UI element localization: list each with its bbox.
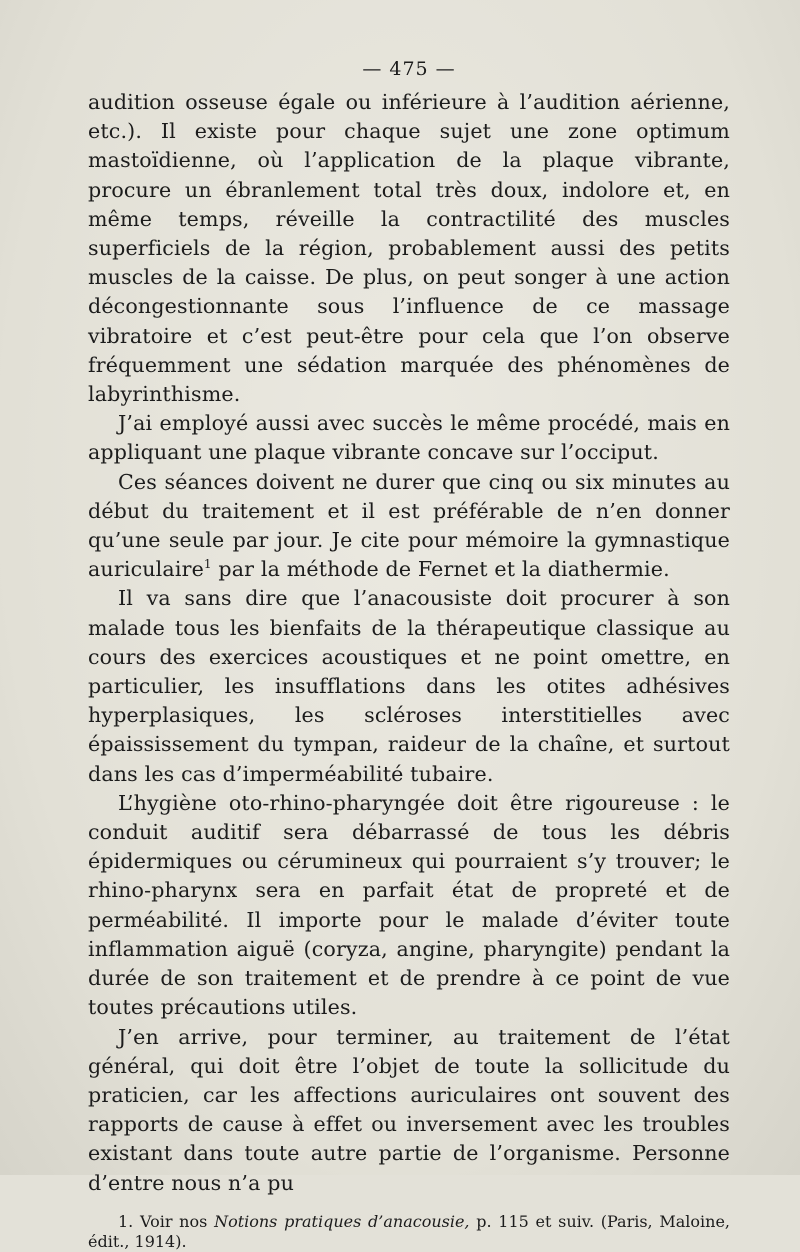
footnote-rest: p. 115 et suiv. (Paris, Maloine, édit., 1914). xyxy=(88,1211,730,1251)
paragraph-4: Il va sans dire que l’anacousiste doit procurer à son malade tous les bienfaits de la thérapeutique classique au cours des exercices acoustiques et ne point omettre, en particulier, les insufflations dans les otites adhésives hyperplasiques, les scléroses interstitielles avec épaississement du tympan, raideur de la chaîne, et surtout dans les cas d’imperméabilité tubaire. xyxy=(88,586,730,786)
footnote-reference: 1 xyxy=(203,557,212,572)
footnote-title: Notions pratiques d’anacousie, xyxy=(214,1211,470,1231)
paragraph-2: J’ai employé aussi avec succès le même procédé, mais en appliquant une plaque vibrante concave sur l’occiput. xyxy=(88,411,730,465)
paragraph-1: audition osseuse égale ou inférieure à l’audition aérienne, etc.). Il existe pour chaque sujet une zone optimum mastoïdienne, où l’application de la plaque vibrante, procure un ébranlement total très doux, indolore et, en même temps, réveille la contractilité des muscles superficiels de la région, probablement aussi des petits muscles de la caisse. De plus, on peut songer à une action décongestionnante sous l’influence de ce massage vibratoire et c’est peut-être pour cela que l’on observe fréquemment une sédation marquée des phénomènes de labyrinthisme. xyxy=(88,90,730,407)
paragraph-6: J’en arrive, pour terminer, au traitement de l’état général, qui doit être l’objet de toute la sollicitude du praticien, car les affections auriculaires ont souvent des rapports de cause à effet ou inversement avec les troubles existant dans toute autre partie de l’organisme. Personne d’entre nous n’a pu xyxy=(88,1024,730,1195)
paragraph-3-text: Ces séances doivent ne durer que cinq ou six minutes au début du traitement et il est préférable de n’en donner qu’une seule par jour. Je cite pour mémoire la gymnastique auriculaire xyxy=(88,469,730,582)
footnote-number: 1. xyxy=(118,1211,134,1231)
paragraph-3-continuation: par la méthode de Fernet et la diathermie. xyxy=(218,557,670,582)
footnote xyxy=(88,1212,730,1252)
body-text xyxy=(88,88,730,1198)
paragraph-5: L’hygiène oto-rhino-pharyngée doit être rigoureuse : le conduit auditif sera débarrassé de tous les débris épidermiques ou cérumineux qui pourraient s’y trouver; le rhino-pharynx sera en parfait état de propreté et de perméabilité. Il importe pour le malade d’éviter toute inflammation aiguë (coryza, angine, pharyngite) pendant la durée de son traitement et de prendre à ce point de vue toutes précautions utiles. xyxy=(88,790,730,1020)
page-number: — 475 — xyxy=(362,58,456,80)
footnote-lead: Voir nos xyxy=(139,1211,208,1231)
paragraph-3 xyxy=(88,468,730,585)
